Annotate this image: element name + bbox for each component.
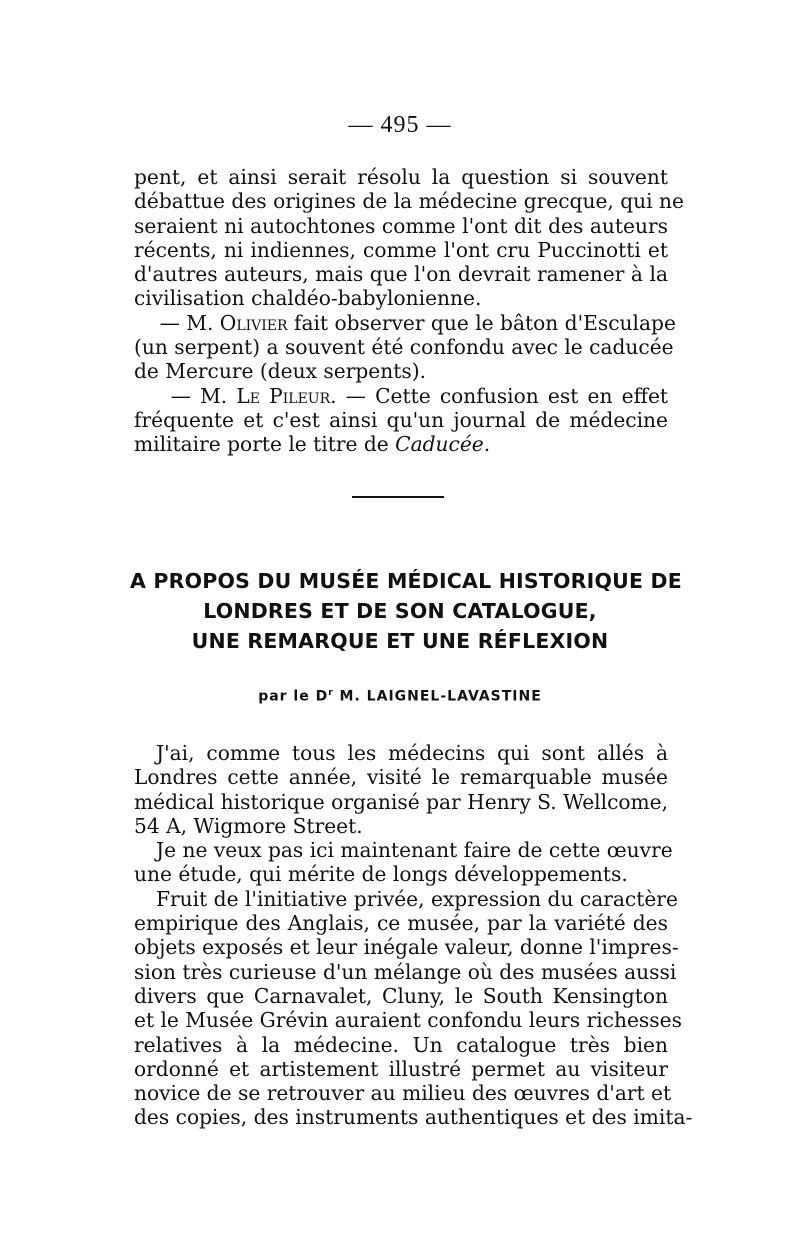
text-line	[134, 432, 668, 456]
title-line: A PROPOS DU MUSÉE MÉDICAL HISTORIQUE DE	[130, 569, 682, 593]
text-line: empirique des Anglais, ce musée, par la variété des	[134, 911, 668, 936]
remark-lead: — M.	[170, 383, 237, 408]
text-line: (un serpent) a souvent été confondu avec le caducée	[134, 335, 674, 360]
text-line: Je ne veux pas ici maintenant faire de cette œuvre	[156, 838, 673, 863]
text-line: Londres cette année, visité le remarquable musée	[134, 765, 668, 790]
page-number: — 495 —	[348, 112, 452, 138]
text-line: sion très curieuse d'un mélange où des musées aussi	[134, 959, 677, 984]
section-divider	[352, 496, 444, 498]
continuation-paragraph	[134, 165, 684, 311]
text-line: ordonné et artistement illustré permet au visiteur	[134, 1056, 668, 1081]
speaker-name: Olivier	[219, 310, 288, 335]
remark-text: militaire porte le titre de	[134, 432, 396, 457]
article-title	[130, 566, 682, 656]
body-paragraph-1	[134, 741, 668, 838]
text-line: d'autres auteurs, mais que l'on devrait ramener à la	[134, 262, 668, 287]
text-line: seraient ni autochtones comme l'ont dit des auteurs	[134, 213, 668, 238]
text-line: Fruit de l'initiative privée, expression du caractère	[156, 886, 678, 911]
text-line: récents, ni indiennes, comme l'ont cru Puccinotti et	[134, 237, 668, 262]
remark-lead: — M.	[159, 310, 220, 335]
text-line: fréquente et c'est ainsi qu'un journal de médecine	[134, 407, 668, 432]
text-line	[134, 310, 676, 335]
remark-text: fait observer que le bâton d'Esculape	[287, 310, 676, 335]
text-line: pent, et ainsi serait résolu la question si souvent	[134, 165, 668, 189]
olivier-remark-paragraph	[134, 310, 676, 384]
text-line: débattue des origines de la médecine grecque, qui ne	[134, 189, 684, 214]
remark-text: .	[483, 432, 491, 457]
text-line: novice de se retrouver au milieu des œuvres d'art et	[134, 1081, 672, 1106]
text-line: médical historique organisé par Henry S. Wellcome,	[134, 789, 669, 814]
text-line	[134, 384, 668, 408]
pileur-remark-paragraph	[134, 384, 668, 457]
remark-text: — Cette confusion est en effet	[336, 383, 669, 408]
text-line: relatives à la médecine. Un catalogue très bien	[134, 1032, 668, 1057]
text-line: des copies, des instruments authentiques et des imita-	[134, 1105, 693, 1130]
text-line: de Mercure (deux serpents).	[134, 359, 427, 384]
text-line: 54 A, Wigmore Street.	[134, 813, 363, 838]
byline-sup: r	[328, 688, 334, 698]
title-line: LONDRES ET DE SON CATALOGUE,	[203, 599, 597, 623]
body-paragraph-3	[134, 886, 693, 1130]
text-line: et le Musée Grévin auraient confondu leurs richesses	[134, 1008, 682, 1033]
title-line: UNE REMARQUE ET UNE RÉFLEXION	[191, 629, 609, 653]
text-line: J'ai, comme tous les médecins qui sont allés à	[156, 741, 668, 765]
text-line: civilisation chaldéo-babylonienne.	[134, 286, 482, 311]
text-line: divers que Carnavalet, Cluny, le South Kensington	[134, 983, 668, 1008]
speaker-name: Le Pileur.	[236, 383, 337, 408]
author-byline	[0, 688, 800, 705]
byline-prefix: par le D	[258, 688, 329, 705]
text-line: objets exposés et leur inégale valeur, donne l'impres-	[134, 935, 679, 960]
body-paragraph-2	[134, 838, 673, 887]
journal-title: Caducée	[395, 432, 484, 457]
byline-name: M. LAIGNEL-LAVASTINE	[333, 688, 542, 705]
text-line: une étude, qui mérite de longs développements.	[134, 862, 628, 887]
